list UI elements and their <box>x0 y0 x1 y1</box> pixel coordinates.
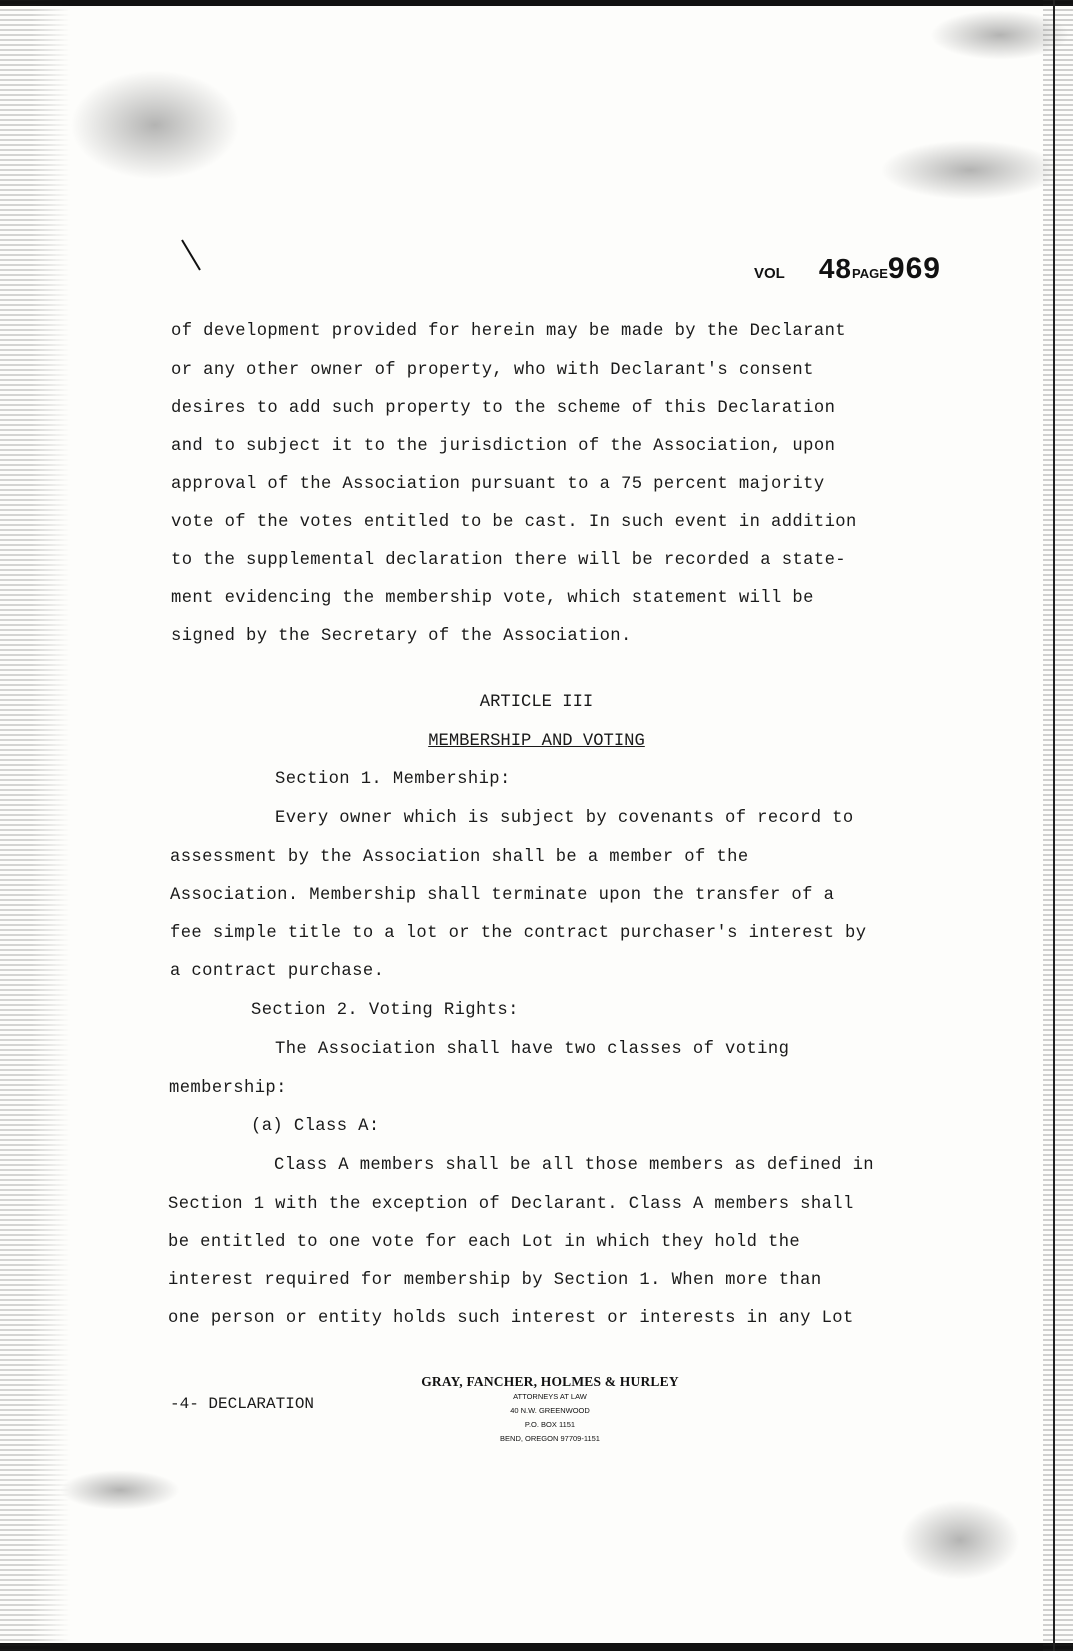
scan-edge-left <box>0 0 70 1651</box>
scan-smudge <box>880 140 1060 200</box>
scan-smudge <box>900 1500 1020 1580</box>
paragraph-line: desires to add such property to the scheme of this Declaration <box>171 399 836 418</box>
firm-line: BEND, OREGON 97709-1151 <box>500 1434 600 1443</box>
page-number: 969 <box>887 252 941 285</box>
paragraph-line: of development provided for herein may be made by the Declarant <box>171 322 846 341</box>
article-title: MEMBERSHIP AND VOTING <box>428 732 645 751</box>
paragraph-line: to the supplemental declaration there will be recorded a state- <box>171 551 846 570</box>
firm-line: 40 N.W. GREENWOOD <box>510 1406 590 1415</box>
scan-smudge <box>70 70 240 180</box>
paragraph-line: and to subject it to the jurisdiction of the Association, upon <box>171 437 836 456</box>
firm-line: ATTORNEYS AT LAW <box>513 1392 587 1401</box>
paragraph-line: Association. Membership shall terminate upon the transfer of a <box>170 886 835 905</box>
paragraph-line: be entitled to one vote for each Lot in which they hold the <box>168 1233 801 1252</box>
firm-line: P.O. BOX 1151 <box>524 1420 576 1429</box>
paragraph-line: fee simple title to a lot or the contract purchaser's interest by <box>170 924 867 943</box>
section-heading: Section 2. Voting Rights: <box>251 1001 519 1020</box>
paragraph-line: approval of the Association pursuant to a 75 percent majority <box>171 475 825 494</box>
paragraph-line: Class A members shall be all those members as defined in <box>274 1156 874 1175</box>
article-heading: ARTICLE III <box>479 693 594 712</box>
vol-number: 48 <box>818 253 852 284</box>
paragraph-line: one person or entity holds such interest or interests in any Lot <box>168 1309 854 1328</box>
paragraph-line: a contract purchase. <box>170 962 385 981</box>
law-firm-block <box>400 1374 700 1446</box>
paragraph-line: ment evidencing the membership vote, which statement will be <box>171 589 814 608</box>
scan-smudge <box>930 10 1070 60</box>
scan-edge-bottom <box>0 1643 1073 1651</box>
scan-edge-right <box>1043 0 1073 1651</box>
firm-name: GRAY, FANCHER, HOLMES & HURLEY <box>421 1374 679 1389</box>
paragraph-line: signed by the Secretary of the Association. <box>171 627 632 646</box>
scan-edge-top <box>0 0 1073 6</box>
scan-smudge <box>60 1470 180 1510</box>
paragraph-line: interest required for membership by Section 1. When more than <box>168 1271 822 1290</box>
page-label: PAGE <box>852 266 888 281</box>
scan-mark <box>180 238 204 274</box>
paragraph-line: Every owner which is subject by covenants of record to <box>275 809 854 828</box>
paragraph-line: The Association shall have two classes of voting <box>275 1040 790 1059</box>
page-label-footer: -4- DECLARATION <box>170 1395 315 1413</box>
scan-border-right <box>1053 0 1055 1651</box>
paragraph-line: vote of the votes entitled to be cast. In such event in addition <box>171 513 857 532</box>
volume-page-stamp <box>754 252 941 286</box>
vol-label: VOL <box>754 265 785 282</box>
section-heading: Section 1. Membership: <box>275 770 511 789</box>
paragraph-line: or any other owner of property, who with Declarant's consent <box>171 361 814 380</box>
paragraph-line: assessment by the Association shall be a member of the <box>170 848 749 867</box>
paragraph-line: Section 1 with the exception of Declarant. Class A members shall <box>168 1195 854 1214</box>
subsection-heading: (a) Class A: <box>251 1117 380 1136</box>
paragraph-line: membership: <box>169 1079 287 1098</box>
